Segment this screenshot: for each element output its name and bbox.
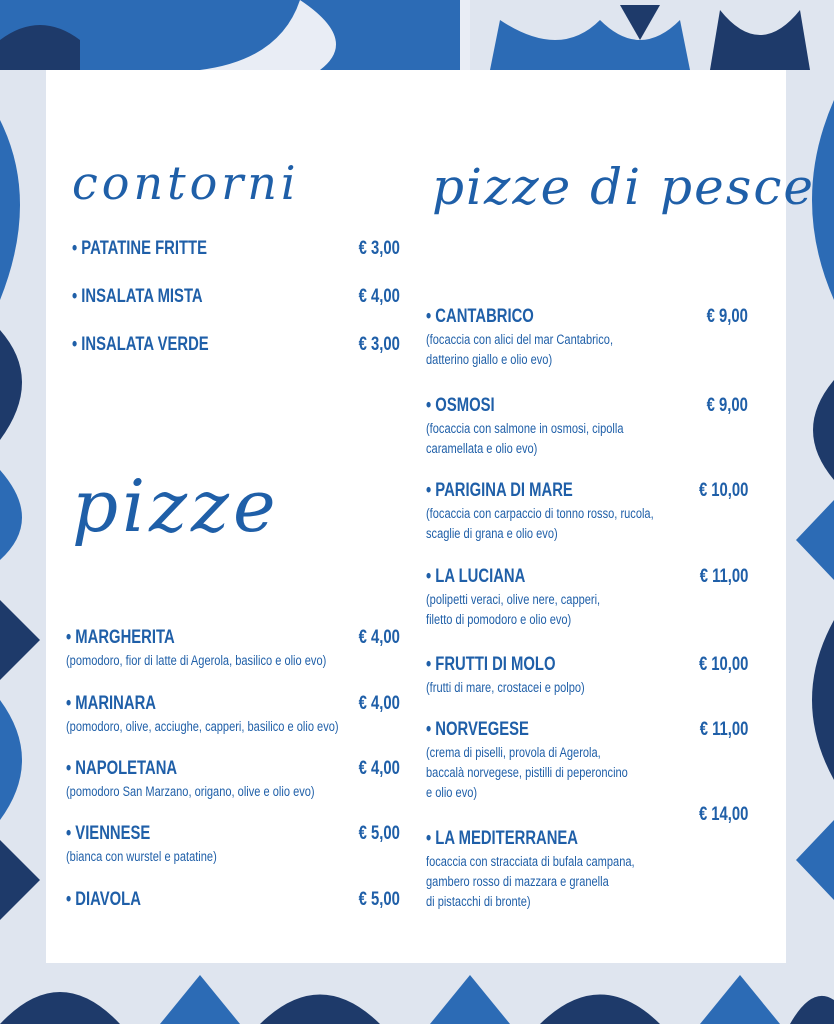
item-description: (frutti di mare, crostacei e polpo) [426,680,585,695]
item-price: € 9,00 [706,395,748,416]
item-price: € 11,00 [699,719,748,740]
item-name: • OSMOSI [426,395,495,416]
item-price: € 10,00 [698,480,748,501]
menu-item [72,284,400,310]
section-title-pizze-di-pesce: pizze di pesce [432,158,815,216]
section-title-contorni: contorni [72,156,300,210]
item-description: (pomodoro, fior di latte di Agerola, basilico e olio evo) [66,653,327,668]
item-price: € 4,00 [358,693,400,714]
menu-item [426,478,748,544]
item-name: • INSALATA VERDE [72,334,209,355]
item-description: datterino giallo e olio evo) [426,352,553,367]
item-price: € 3,00 [358,334,400,355]
menu-item [66,887,400,913]
item-description: (crema di piselli, provola di Agerola, [426,745,601,760]
item-price: € 9,00 [706,306,748,327]
item-name: • LA LUCIANA [426,566,526,587]
menu-item [426,717,748,803]
item-description: filetto di pomodoro e olio evo) [426,612,572,627]
menu-item [72,332,400,358]
item-name: • NAPOLETANA [66,758,178,779]
menu-item [72,236,400,262]
item-description: di pistacchi di bronte) [426,894,531,909]
item-description: (polipetti veraci, olive nere, capperi, [426,592,601,607]
item-name: • NORVEGESE [426,719,529,740]
item-price: € 5,00 [358,889,400,910]
item-price: € 4,00 [358,286,400,307]
item-description: (focaccia con alici del mar Cantabrico, [426,332,614,347]
item-price: € 11,00 [699,566,748,587]
item-description: (focaccia con carpaccio di tonno rosso, rucola, [426,506,654,521]
item-name: • FRUTTI DI MOLO [426,654,556,675]
item-description: e olio evo) [426,785,478,800]
menu-item [426,826,748,912]
item-name: • MARINARA [66,693,156,714]
section-title-pizze: pizze [72,464,280,548]
item-name: • PATATINE FRITTE [72,238,207,259]
item-price: € 4,00 [358,758,400,779]
item-description: caramellata e olio evo) [426,441,538,456]
item-name: • PARIGINA DI MARE [426,480,573,501]
item-description: (bianca con wurstel e patatine) [66,849,217,864]
menu-item [426,564,748,630]
item-description: gambero rosso di mazzara e granella [426,874,609,889]
item-description: scaglie di grana e olio evo) [426,526,558,541]
item-name: • VIENNESE [66,823,151,844]
item-description: baccalà norvegese, pistilli di peperoncino [426,765,628,780]
menu-item [426,393,748,459]
item-name: • INSALATA MISTA [72,286,203,307]
item-description: (pomodoro San Marzano, origano, olive e olio evo) [66,784,315,799]
item-name: • MARGHERITA [66,627,175,648]
item-price: € 14,00 [698,804,748,825]
menu-item-price-la-mediterranea [650,802,748,828]
menu-item [66,625,400,671]
item-name: • DIAVOLA [66,889,141,910]
item-description: (pomodoro, olive, acciughe, capperi, basilico e olio evo) [66,719,339,734]
item-price: € 10,00 [698,654,748,675]
menu-item [426,304,748,370]
item-price: € 4,00 [358,627,400,648]
item-name: • LA MEDITERRANEA [426,828,579,849]
item-price: € 3,00 [358,238,400,259]
item-description: focaccia con stracciata di bufala campana, [426,854,635,869]
menu-item [426,652,748,698]
menu-item [66,756,400,802]
item-price: € 5,00 [358,823,400,844]
item-description: (focaccia con salmone in osmosi, cipolla [426,421,624,436]
menu-item [66,821,400,867]
menu-item [66,691,400,737]
item-name: • CANTABRICO [426,306,534,327]
